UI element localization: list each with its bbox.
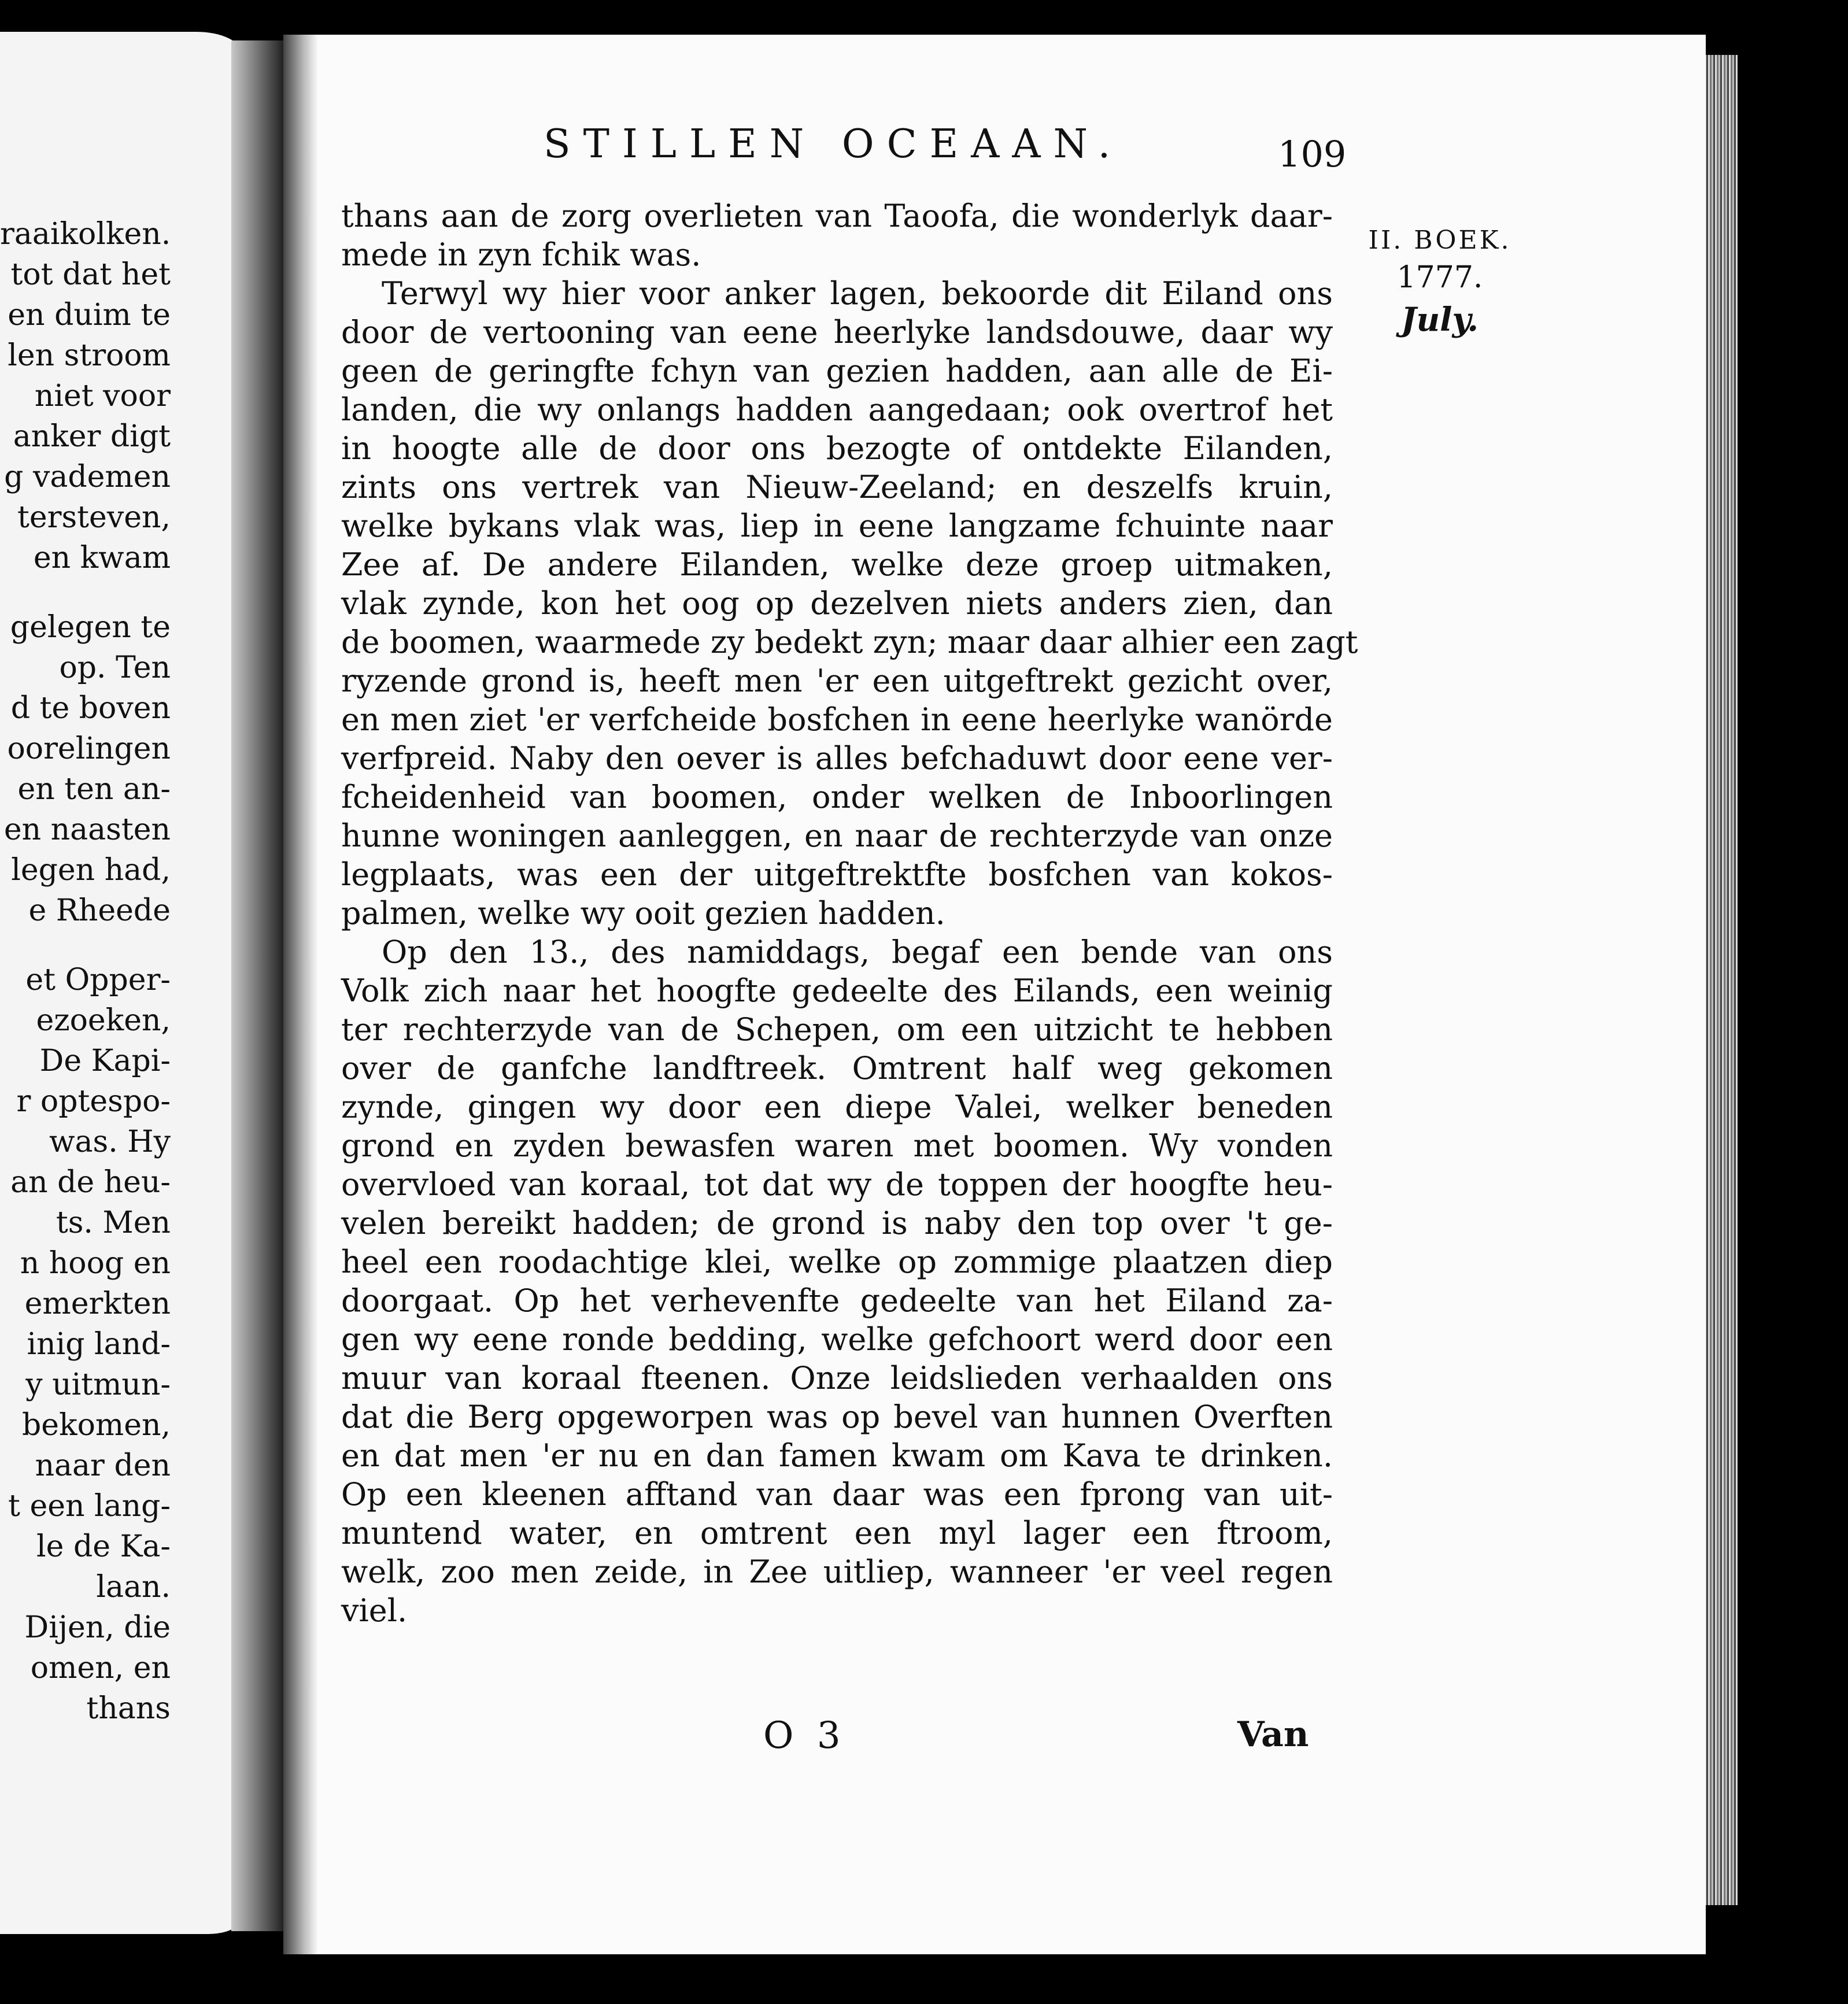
left-page-line: en duim te [8, 298, 171, 332]
text-line: thans aan de zorg overlieten van Taoofa, die wonderlyk daar- [341, 198, 1333, 234]
left-page-line: omen, en [30, 1651, 171, 1685]
left-page-line: en ten an- [17, 772, 171, 807]
left-page-line: Dijen, die [24, 1610, 171, 1645]
text-line: dat die Berg opgeworpen was op bevel van hunnen Overften [341, 1399, 1333, 1435]
left-page-line: et Opper- [25, 963, 171, 997]
text-line: Op den 13., des namiddags, begaf een bende van ons [382, 934, 1333, 970]
left-page-line: thans [86, 1691, 171, 1726]
left-page-line: gelegen te [10, 610, 171, 645]
left-page-line: was. Hy [49, 1125, 171, 1159]
left-page-line: n hoog en [20, 1246, 171, 1281]
left-page-line: anker digt [13, 419, 171, 454]
text-line: Volk zich naar het hoogfte gedeelte des Eilands, een weinig [341, 973, 1333, 1009]
left-page-line: tersteven, [17, 500, 171, 535]
text-line: verfpreid. Naby den oever is alles befchaduwt door eene ver- [341, 740, 1333, 777]
text-line: ryzende grond is, heeft men 'er een uitgeftrekt gezicht over, [341, 663, 1333, 699]
text-line: muntend water, en omtrent een myl lager een ftroom, [341, 1515, 1333, 1551]
left-page-line: raaikolken. [0, 217, 171, 252]
text-line: viel. [341, 1592, 408, 1629]
text-line: landen, die wy onlangs hadden aangedaan; ook overtrof het [341, 391, 1333, 428]
text-line: heel een roodachtige klei, welke op zommige plaatzen diep [341, 1244, 1333, 1280]
left-page-line: le de Ka- [36, 1529, 171, 1564]
text-line: over de ganfche landftreek. Omtrent half weg gekomen [341, 1050, 1333, 1086]
text-line: mede in zyn fchik was. [341, 236, 701, 273]
text-line: geen de geringfte fchyn van gezien hadden, aan alle de Ei- [341, 353, 1333, 389]
left-page-line [0, 578, 171, 607]
text-line: fcheidenheid van boomen, onder welken de Inboorlingen [341, 779, 1333, 815]
left-page-line: d te boven [10, 691, 171, 726]
left-page [0, 32, 243, 1934]
left-page-line: op. Ten [59, 650, 171, 685]
text-line: en dat men 'er nu en dan famen kwam om Kava te drinken. [341, 1437, 1333, 1474]
text-line: zints ons vertrek van Nieuw-Zeeland; en deszelfs kruin, [341, 469, 1333, 505]
left-page-line: g vademen [4, 460, 171, 494]
text-line: welke bykans vlak was, liep in eene langzame fchuinte naar [341, 508, 1333, 544]
text-line: legplaats, was een der uitgeftrektfte bosfchen van kokos- [341, 856, 1333, 893]
left-page-line: an de heu- [10, 1165, 171, 1200]
left-page-line: t een lang- [8, 1489, 171, 1524]
text-line: de boomen, waarmede zy bedekt zyn; maar daar alhier een zagt [341, 624, 1358, 660]
left-page-text [0, 214, 171, 1729]
left-page-line: e Rheede [28, 893, 171, 928]
margin-book-note: II. BOEK. [1368, 225, 1511, 255]
left-page-line: y uitmun- [25, 1367, 171, 1402]
main-text-block [341, 197, 1358, 1630]
text-line: doorgaat. Op het verhevenfte gedeelte van het Eiland za- [341, 1282, 1333, 1319]
left-page-line: emerkten [24, 1286, 171, 1321]
text-line: velen bereikt hadden; de grond is naby den top over 't ge- [341, 1205, 1333, 1241]
text-line: grond en zyden bewasfen waren met boomen. Wy vonden [341, 1127, 1333, 1164]
text-line: Terwyl wy hier voor anker lagen, bekoorde dit Eiland ons [382, 275, 1333, 312]
text-line: gen wy eene ronde bedding, welke gefchoort werd door een [341, 1321, 1333, 1358]
signature-mark: O 3 [763, 1714, 847, 1757]
margin-month-note: July. [1400, 301, 1479, 339]
left-page-line: oorelingen [7, 731, 171, 766]
text-line: welk, zoo men zeide, in Zee uitliep, wanneer 'er veel regen [341, 1554, 1333, 1590]
left-page-line: De Kapi- [39, 1044, 171, 1078]
text-line: hunne woningen aanleggen, en naar de rechterzyde van onze [341, 818, 1333, 854]
text-line: door de vertooning van eene heerlyke landsdouwe, daar wy [341, 314, 1333, 350]
left-page-line: en naasten [3, 812, 171, 847]
right-page-gutter-shadow [283, 35, 318, 1954]
left-page-line: en kwam [33, 541, 171, 575]
left-page-line: laan. [96, 1570, 171, 1604]
running-head: STILLEN OCEAAN. [544, 121, 1123, 167]
text-line: Zee af. De andere Eilanden, welke deze groep uitmaken, [341, 546, 1333, 583]
text-line: in hoogte alle de door ons bezogte of ontdekte Eilanden, [341, 430, 1333, 467]
left-page-line: r optespo- [16, 1084, 171, 1119]
text-line: Op een kleenen afftand van daar was een fprong van uit- [341, 1476, 1333, 1513]
page-number: 109 [1278, 133, 1347, 175]
left-page-line: ts. Men [56, 1206, 171, 1240]
text-line: ter rechterzyde van de Schepen, om een uitzicht te hebben [341, 1011, 1333, 1048]
margin-year-note: 1777. [1396, 260, 1483, 295]
left-page-line: inig land- [27, 1327, 171, 1362]
text-line: palmen, welke wy ooit gezien hadden. [341, 895, 945, 931]
catchword: Van [1237, 1714, 1309, 1755]
text-line: en men ziet 'er verfcheide bosfchen in eene heerlyke wanörde [341, 701, 1333, 738]
text-line: overvloed van koraal, tot dat wy de toppen der hoogfte heu- [341, 1166, 1333, 1203]
left-page-line: ezoeken, [36, 1003, 171, 1038]
left-page-gutter-shadow [231, 40, 283, 1931]
left-page-line: legen had, [11, 853, 171, 888]
text-line: muur van koraal fteenen. Onze leidslieden verhaalden ons [341, 1360, 1333, 1396]
left-page-line: niet voor [34, 379, 171, 413]
left-page-line: tot dat het [10, 257, 171, 292]
left-page-line: naar den [35, 1448, 171, 1483]
text-line: vlak zynde, kon het oog op dezelven niets anders zien, dan [341, 585, 1333, 622]
text-line: zynde, gingen wy door een diepe Valei, welker beneden [341, 1089, 1333, 1125]
left-page-line: len stroom [8, 338, 171, 373]
left-page-line: bekomen, [22, 1408, 171, 1443]
left-page-line [0, 931, 171, 960]
